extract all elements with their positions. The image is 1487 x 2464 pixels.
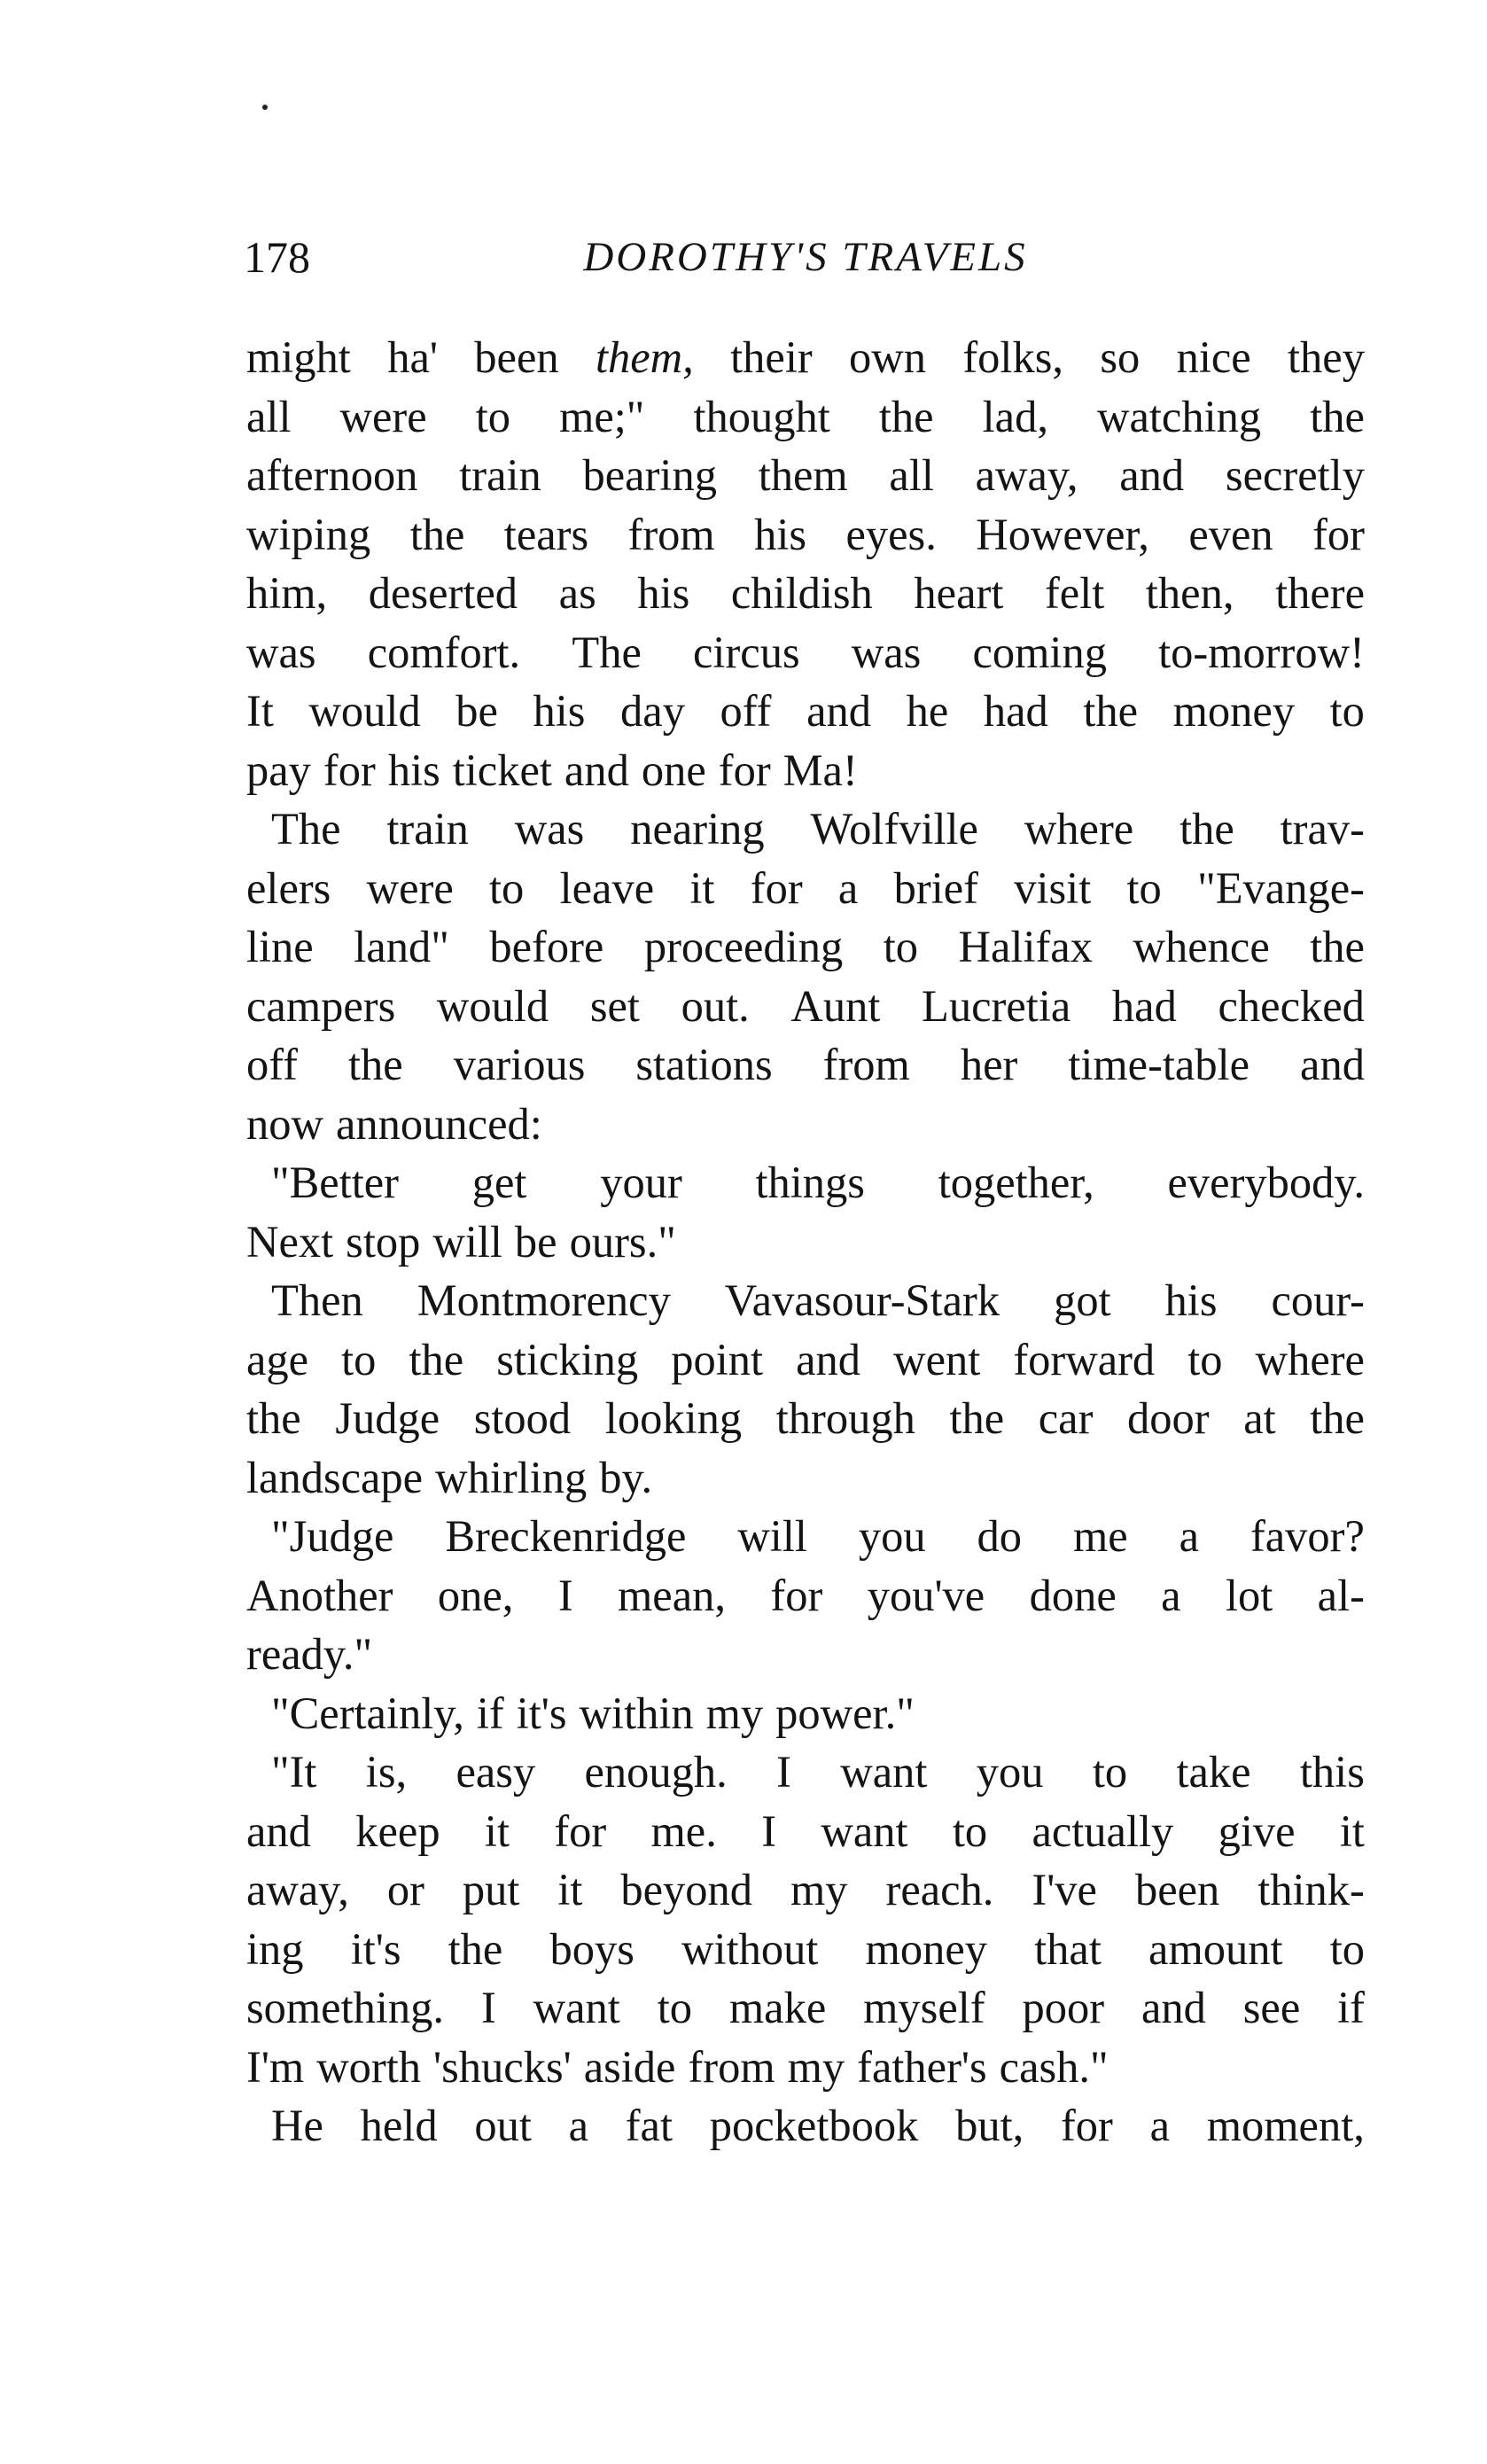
word: would xyxy=(436,980,549,1031)
word: "Judge xyxy=(271,1511,394,1561)
word: the xyxy=(878,391,934,441)
word: to xyxy=(883,922,919,971)
word: deserted xyxy=(368,568,518,618)
word: want xyxy=(821,1805,908,1856)
word: within xyxy=(579,1688,694,1738)
word: day xyxy=(620,686,685,736)
text-line xyxy=(246,917,1365,977)
word: for xyxy=(1060,2101,1113,2150)
word: landscape xyxy=(246,1452,424,1502)
word: all xyxy=(889,450,934,500)
word: put xyxy=(462,1865,520,1914)
word: ready." xyxy=(246,1629,373,1679)
paragraph xyxy=(246,799,1365,1153)
word: even xyxy=(1188,509,1273,559)
word: to xyxy=(657,1983,692,2032)
word: it xyxy=(1339,1805,1365,1856)
word: brief xyxy=(893,862,978,913)
word: for xyxy=(554,1805,607,1856)
word: set xyxy=(589,980,640,1031)
word: line xyxy=(246,922,314,971)
word: to xyxy=(1329,686,1365,736)
word: 'shucks' xyxy=(433,2041,572,2092)
word: amount xyxy=(1148,1923,1283,1974)
text-line xyxy=(246,1095,1365,1154)
word: whence xyxy=(1133,922,1270,971)
word: my xyxy=(705,1688,764,1738)
word: he xyxy=(906,686,949,736)
word: I xyxy=(761,1805,777,1856)
word: Next xyxy=(246,1216,334,1267)
word: "Certainly, xyxy=(271,1688,464,1738)
word: was xyxy=(514,804,585,854)
word: her xyxy=(960,1040,1018,1089)
word: felt xyxy=(1044,568,1105,618)
paragraph xyxy=(246,1153,1365,1271)
word: to xyxy=(1092,1747,1128,1797)
word: Breckenridge xyxy=(445,1511,687,1561)
word: want xyxy=(533,1983,620,2032)
word: and xyxy=(564,745,629,795)
word: announced: xyxy=(335,1098,542,1149)
word: for xyxy=(750,862,803,913)
word: the xyxy=(409,509,465,559)
word: his xyxy=(754,509,807,559)
word: to xyxy=(1126,862,1162,913)
text-line xyxy=(246,1566,1365,1626)
word: circus xyxy=(693,627,800,677)
word: as xyxy=(558,568,596,618)
word: will xyxy=(737,1511,807,1561)
word: and xyxy=(246,1805,311,1856)
word: reach. xyxy=(885,1865,994,1914)
word: beyond xyxy=(620,1865,753,1914)
word: whirling xyxy=(435,1452,588,1502)
word: it xyxy=(557,1865,583,1914)
word: easy xyxy=(455,1747,536,1797)
word: their xyxy=(730,332,813,382)
word: that xyxy=(1034,1923,1102,1974)
word: car xyxy=(1038,1393,1094,1443)
text-line xyxy=(246,1330,1365,1390)
text-line xyxy=(246,1743,1365,1802)
word: before xyxy=(489,922,604,971)
word: went xyxy=(893,1334,981,1384)
word: his xyxy=(387,745,440,795)
word: the xyxy=(1083,686,1139,736)
word: lot xyxy=(1225,1570,1273,1620)
word: it's xyxy=(350,1923,401,1974)
word: away, xyxy=(246,1865,349,1914)
word: for xyxy=(718,745,771,795)
paragraph xyxy=(246,1507,1365,1684)
word: think- xyxy=(1257,1865,1365,1914)
word: elers xyxy=(246,862,331,913)
word: thought xyxy=(693,391,830,441)
word: see xyxy=(1242,1983,1301,2032)
text-line xyxy=(246,387,1365,447)
word: done xyxy=(1029,1570,1117,1620)
word: wiping xyxy=(246,509,371,559)
word: bearing xyxy=(582,450,717,500)
word: stop xyxy=(346,1216,421,1267)
word: him, xyxy=(246,568,328,618)
word: nearing xyxy=(630,804,765,854)
word: The xyxy=(572,627,642,677)
text-line xyxy=(246,977,1365,1036)
text-line xyxy=(246,1920,1365,1979)
word: worth xyxy=(316,2041,422,2092)
word: me xyxy=(1072,1511,1128,1561)
word: father's xyxy=(857,2041,987,2092)
text-line xyxy=(246,328,1365,387)
word: then, xyxy=(1145,568,1234,618)
word: the xyxy=(1310,1393,1365,1443)
word: without xyxy=(681,1923,819,1974)
word: give xyxy=(1218,1805,1296,1856)
word: been xyxy=(474,332,559,382)
text-line xyxy=(246,446,1365,505)
word: stood xyxy=(473,1393,572,1443)
word: time-table xyxy=(1068,1040,1250,1089)
word: and xyxy=(796,1334,861,1384)
word: and xyxy=(1141,1983,1206,2032)
word: take xyxy=(1176,1747,1251,1797)
word: to-morrow! xyxy=(1158,627,1365,677)
word: out xyxy=(474,2101,532,2150)
word: want xyxy=(840,1747,928,1797)
word: looking xyxy=(604,1393,743,1443)
text-line xyxy=(246,1153,1365,1213)
word: and xyxy=(806,686,872,736)
word: Wolfville xyxy=(810,804,978,854)
word: were xyxy=(366,862,454,913)
word: However, xyxy=(976,509,1149,559)
word: they xyxy=(1288,332,1365,382)
word: a xyxy=(837,862,859,913)
word: stations xyxy=(635,1040,773,1089)
word: boys xyxy=(549,1923,635,1974)
text-line xyxy=(246,799,1365,859)
word: Halifax xyxy=(958,922,1093,971)
text-line xyxy=(246,1978,1365,2038)
text-line xyxy=(246,2038,1365,2097)
word: pocketbook xyxy=(709,2101,919,2150)
page-header xyxy=(244,226,1367,288)
word: money xyxy=(1172,686,1296,736)
paragraph xyxy=(246,2096,1365,2156)
word: myself xyxy=(863,1983,985,2032)
word: them, xyxy=(595,332,694,382)
word: off xyxy=(720,686,772,736)
word: the xyxy=(1179,804,1234,854)
word: Another xyxy=(246,1570,393,1620)
word: me. xyxy=(650,1805,717,1856)
body-text xyxy=(246,328,1365,2156)
text-line xyxy=(246,1860,1365,1920)
word: if xyxy=(476,1688,504,1738)
word: a xyxy=(1179,1511,1200,1561)
word: favor? xyxy=(1250,1511,1365,1561)
word: "It xyxy=(271,1747,317,1797)
word: from xyxy=(627,509,715,559)
word: point xyxy=(671,1334,764,1384)
word: and xyxy=(1300,1040,1365,1089)
word: his xyxy=(1164,1275,1218,1325)
word: The xyxy=(271,804,341,854)
word: I xyxy=(776,1747,791,1797)
word: been xyxy=(1134,1865,1220,1914)
word: trav- xyxy=(1280,804,1365,854)
word: was xyxy=(246,627,316,677)
word: Montmorency xyxy=(417,1275,671,1325)
word: It xyxy=(246,686,274,736)
word: afternoon xyxy=(246,450,418,500)
word: "Evange- xyxy=(1197,862,1365,913)
word: off xyxy=(246,1040,298,1089)
word: his xyxy=(637,568,690,618)
word: keep xyxy=(355,1805,440,1856)
text-line xyxy=(246,1389,1365,1448)
word: now xyxy=(246,1098,323,1149)
word: eyes. xyxy=(845,509,937,559)
word: forward xyxy=(1013,1334,1156,1384)
text-line xyxy=(246,1213,1365,1272)
word: or xyxy=(386,1865,424,1914)
word: to xyxy=(952,1805,988,1856)
word: together, xyxy=(938,1158,1094,1207)
word: is, xyxy=(365,1747,408,1797)
word: He xyxy=(271,2101,323,2150)
text-line xyxy=(246,1625,1365,1684)
word: leave xyxy=(559,862,655,913)
word: it's xyxy=(516,1688,567,1738)
word: Judge xyxy=(335,1393,440,1443)
word: my xyxy=(790,1865,848,1914)
word: you've xyxy=(867,1570,985,1620)
word: checked xyxy=(1218,980,1365,1031)
running-title: DOROTHY'S TRAVELS xyxy=(583,234,1028,280)
text-line xyxy=(246,2096,1365,2156)
word: proceeding xyxy=(643,922,844,971)
paragraph xyxy=(246,1743,1365,2096)
word: it xyxy=(689,862,715,913)
word: the xyxy=(246,1393,301,1443)
word: one, xyxy=(437,1570,514,1620)
text-line xyxy=(246,505,1365,565)
word: to xyxy=(489,862,525,913)
word: fat xyxy=(625,2101,673,2150)
word: be xyxy=(514,1216,557,1267)
text-line xyxy=(246,1507,1365,1566)
word: train xyxy=(459,450,541,500)
word: tears xyxy=(503,509,589,559)
word: own xyxy=(849,332,926,382)
word: campers xyxy=(246,980,396,1031)
word: you xyxy=(858,1511,926,1561)
text-line xyxy=(246,1035,1365,1095)
word: but, xyxy=(955,2101,1024,2150)
word: Then xyxy=(271,1275,363,1325)
paragraph xyxy=(246,1684,1365,1743)
word: through xyxy=(775,1393,915,1443)
word: the xyxy=(448,1923,503,1974)
word: actually xyxy=(1032,1805,1174,1856)
word: things xyxy=(755,1158,865,1207)
word: for xyxy=(770,1570,823,1620)
word: where xyxy=(1024,804,1134,854)
word: ours." xyxy=(569,1216,676,1267)
word: cash." xyxy=(999,2041,1109,2092)
word: ing xyxy=(246,1923,304,1974)
word: do xyxy=(977,1511,1023,1561)
word: door xyxy=(1127,1393,1210,1443)
word: by. xyxy=(599,1452,653,1502)
word: for xyxy=(323,745,376,795)
word: away, xyxy=(975,450,1078,500)
word: Lucretia xyxy=(922,980,1071,1031)
word: where xyxy=(1255,1334,1365,1384)
word: ticket xyxy=(452,745,552,795)
word: pay xyxy=(246,745,311,795)
word: held xyxy=(360,2101,438,2150)
text-line xyxy=(246,682,1365,741)
word: watching xyxy=(1097,391,1262,441)
word: mean, xyxy=(618,1570,727,1620)
word: so xyxy=(1100,332,1141,382)
word: at xyxy=(1243,1393,1276,1443)
word: all xyxy=(246,391,292,441)
word: for xyxy=(1312,509,1365,559)
word: cour- xyxy=(1271,1275,1365,1325)
word: the xyxy=(949,1393,1005,1443)
word: got xyxy=(1054,1275,1111,1325)
word: lad, xyxy=(982,391,1048,441)
word: visit xyxy=(1014,862,1092,913)
word: folks, xyxy=(962,332,1063,382)
word: had xyxy=(1111,980,1177,1031)
word: various xyxy=(453,1040,586,1089)
word: heart xyxy=(914,568,1004,618)
word: land" xyxy=(354,922,449,971)
word: sticking xyxy=(496,1334,639,1384)
word: to xyxy=(1329,1923,1365,1974)
word: one xyxy=(641,745,706,795)
word: everybody. xyxy=(1167,1158,1365,1207)
word: age xyxy=(246,1334,309,1384)
word: Ma! xyxy=(782,745,858,795)
word: nice xyxy=(1176,332,1251,382)
text-line xyxy=(246,1802,1365,1861)
word: had xyxy=(983,686,1048,736)
word: coming xyxy=(972,627,1107,677)
page-number: 178 xyxy=(244,232,310,282)
word: was xyxy=(851,627,922,677)
word: power." xyxy=(775,1688,915,1738)
word: this xyxy=(1299,1747,1365,1797)
word: your xyxy=(600,1158,682,1207)
word: I've xyxy=(1032,1865,1097,1914)
paragraph xyxy=(246,1271,1365,1507)
word: his xyxy=(533,686,586,736)
word: childish xyxy=(730,568,873,618)
word: to xyxy=(475,391,511,441)
word: I'm xyxy=(246,2041,305,2092)
word: would xyxy=(308,686,421,736)
word: me;" xyxy=(559,391,645,441)
word: I xyxy=(480,1983,496,2032)
word: ha' xyxy=(387,332,438,382)
word: train xyxy=(386,804,469,854)
word: I xyxy=(557,1570,573,1620)
word: out. xyxy=(681,980,750,1031)
print-speck xyxy=(262,105,268,110)
word: might xyxy=(246,332,351,382)
word: and xyxy=(1119,450,1185,500)
word: a xyxy=(1161,1570,1181,1620)
word: you xyxy=(976,1747,1044,1797)
word: will xyxy=(432,1216,502,1267)
word: enough. xyxy=(584,1747,728,1797)
word: be xyxy=(455,686,498,736)
word: Vavasour-Stark xyxy=(724,1275,1000,1325)
word: "Better xyxy=(271,1158,400,1207)
word: it xyxy=(484,1805,510,1856)
word: make xyxy=(728,1983,827,2032)
text-line xyxy=(246,859,1365,918)
word: something. xyxy=(246,1983,445,2032)
paragraph xyxy=(246,328,1365,799)
word: money xyxy=(865,1923,987,1974)
text-line xyxy=(246,1271,1365,1330)
word: the xyxy=(1310,922,1365,971)
word: moment, xyxy=(1206,2101,1365,2150)
word: the xyxy=(347,1040,403,1089)
word: to xyxy=(341,1334,377,1384)
word: my xyxy=(787,2041,845,2092)
word: the xyxy=(1310,391,1365,441)
text-line xyxy=(246,741,1365,800)
word: a xyxy=(568,2101,588,2150)
word: comfort. xyxy=(367,627,521,677)
word: there xyxy=(1275,568,1365,618)
text-line xyxy=(246,1448,1365,1508)
word: them xyxy=(758,450,848,500)
word: get xyxy=(471,1158,527,1207)
word: the xyxy=(409,1334,464,1384)
word: Aunt xyxy=(790,980,881,1031)
word: if xyxy=(1337,1983,1365,2032)
text-line xyxy=(246,564,1365,623)
word: a xyxy=(1149,2101,1171,2150)
word: aside xyxy=(583,2041,676,2092)
word: secretly xyxy=(1225,450,1365,500)
text-line xyxy=(246,1684,1365,1743)
word: from xyxy=(688,2041,775,2092)
word: poor xyxy=(1022,1983,1105,2032)
word: from xyxy=(822,1040,910,1089)
word: were xyxy=(339,391,427,441)
word: al- xyxy=(1317,1570,1365,1620)
text-line xyxy=(246,623,1365,682)
word: to xyxy=(1187,1334,1223,1384)
